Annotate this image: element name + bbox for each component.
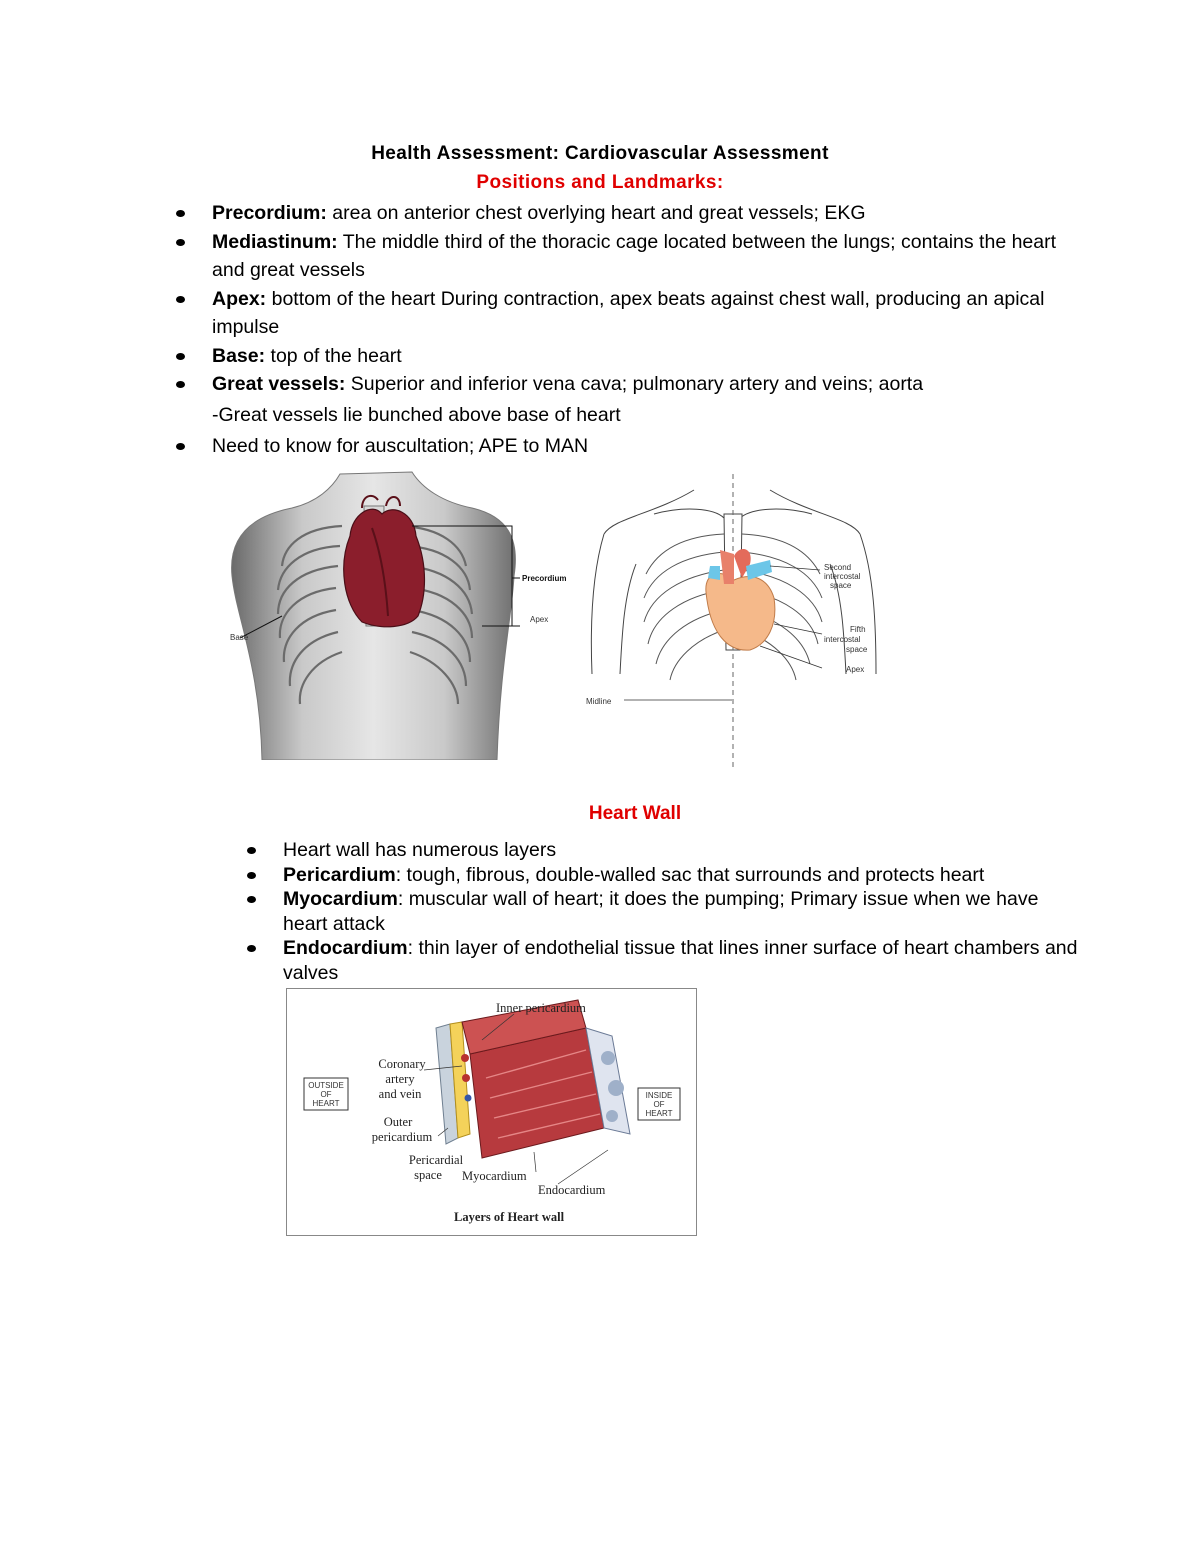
heart-wall-list <box>283 838 1083 985</box>
bullet-icon <box>176 443 185 450</box>
bullet-icon <box>176 239 185 246</box>
list-item: Heart wall has numerous layers <box>283 838 1083 863</box>
svg-text:intercostal: intercostal <box>824 572 861 581</box>
myocardium-label: Myocardium <box>462 1169 527 1183</box>
apex-label: Apex <box>846 665 865 674</box>
list-item: Pericardium: tough, fibrous, double-walled sac that surrounds and protects heart <box>283 863 1083 888</box>
bullet-icon <box>176 353 185 360</box>
outer-pericardium-label: Outer <box>383 1115 413 1129</box>
svg-text:pericardium: pericardium <box>371 1130 433 1144</box>
list-item: Great vessels: Superior and inferior vena cava; pulmonary artery and veins; aorta <box>212 370 1082 399</box>
inside-box <box>638 1088 680 1120</box>
svg-text:space: space <box>414 1168 442 1182</box>
apex-label: Apex <box>530 615 549 624</box>
great-vessels-note: -Great vessels lie bunched above base of heart <box>212 403 621 426</box>
coronary-artery-label: Coronary <box>378 1057 426 1071</box>
svg-text:INSIDE: INSIDE <box>645 1091 673 1100</box>
svg-text:artery: artery <box>385 1072 415 1086</box>
svg-text:OF: OF <box>320 1090 332 1099</box>
list-item: Need to know for auscultation; APE to MAN <box>212 432 1082 461</box>
svg-text:space: space <box>846 645 868 654</box>
bullet-icon <box>176 296 185 303</box>
precordium-label: Precordium <box>522 574 567 583</box>
endocardium-label: Endocardium <box>538 1183 606 1197</box>
midline-label: Midline <box>586 697 612 706</box>
pericardial-space-label: Pericardial <box>408 1153 464 1167</box>
list-item: Precordium: area on anterior chest overlying heart and great vessels; EKG <box>212 199 1082 228</box>
svg-text:HEART: HEART <box>645 1109 673 1118</box>
inner-pericardium-label: Inner pericardium <box>496 1001 586 1015</box>
figure-caption: Layers of Heart wall <box>454 1210 565 1224</box>
second-intercostal-label: Second <box>824 563 852 572</box>
svg-text:OF: OF <box>653 1100 665 1109</box>
list-item: Mediastinum: The middle third of the thoracic cage located between the lungs; contains the heart and great vessels <box>212 228 1082 285</box>
landmarks-list <box>212 199 1082 461</box>
svg-text:and vein: and vein <box>378 1087 422 1101</box>
list-item: Myocardium: muscular wall of heart; it does the pumping; Primary issue when we have heart attack <box>283 887 1083 936</box>
svg-text:intercostal: intercostal <box>824 635 861 644</box>
heart-illustration <box>706 549 775 650</box>
fifth-intercostal-label: Fifth <box>850 625 866 634</box>
bullet-icon <box>247 896 256 903</box>
thorax-outline-figure <box>584 474 884 768</box>
outside-box <box>304 1078 348 1110</box>
bullet-icon <box>176 381 185 388</box>
section-title-heart-wall: Heart Wall <box>588 803 682 824</box>
heart-wall-layers-figure <box>286 988 698 1238</box>
list-item: Base: top of the heart <box>212 342 1082 371</box>
base-label: Base <box>230 633 249 642</box>
svg-text:HEART: HEART <box>312 1099 340 1108</box>
list-item: Apex: bottom of the heart During contraction, apex beats against chest wall, producing an apical impulse <box>212 285 1082 342</box>
bullet-icon <box>247 847 256 854</box>
bullet-icon <box>176 210 185 217</box>
list-item: Endocardium: thin layer of endothelial tissue that lines inner surface of heart chambers and valves <box>283 936 1083 985</box>
chest-heart-figure <box>222 466 582 760</box>
section-title-positions: Positions and Landmarks: <box>476 172 724 193</box>
bullet-icon <box>247 945 256 952</box>
document-title: Health Assessment: Cardiovascular Assessment <box>371 143 829 164</box>
svg-text:space: space <box>830 581 852 590</box>
svg-text:OUTSIDE: OUTSIDE <box>308 1081 344 1090</box>
bullet-icon <box>247 872 256 879</box>
